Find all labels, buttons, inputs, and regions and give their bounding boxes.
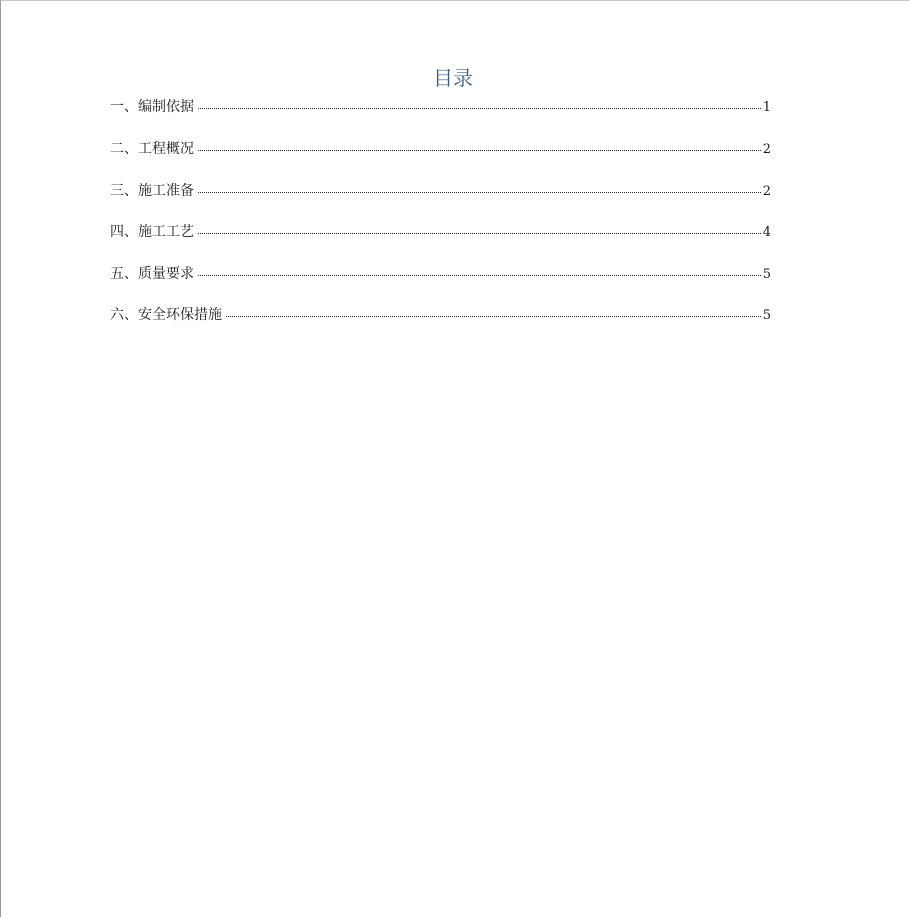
toc-entry-label: 四、施工工艺 (110, 224, 194, 240)
toc-entry-2[interactable] (110, 139, 771, 181)
toc-entry-page: 5 (762, 308, 771, 323)
toc-entry-3[interactable] (110, 181, 771, 223)
toc-title: 目录 (433, 66, 473, 90)
toc-entry-6[interactable] (110, 305, 771, 347)
toc-entry-page: 2 (762, 142, 771, 157)
toc-entry-label: 六、安全环保措施 (110, 307, 222, 323)
toc-dot-leader (198, 275, 761, 276)
toc-dot-leader (198, 108, 761, 109)
toc-dot-leader (198, 233, 761, 234)
toc-entry-label: 一、编制依据 (110, 99, 194, 115)
toc-entry-4[interactable] (110, 222, 771, 264)
table-of-contents (110, 97, 771, 347)
toc-entry-page: 4 (762, 225, 771, 240)
toc-entry-label: 五、质量要求 (110, 265, 194, 282)
toc-dot-leader (198, 150, 761, 151)
toc-entry-page: 2 (762, 183, 771, 199)
toc-entry-5[interactable] (110, 264, 771, 306)
toc-entry-page: 1 (762, 100, 771, 115)
toc-dot-leader (226, 316, 761, 317)
toc-entry-label: 二、工程概况 (110, 141, 194, 157)
toc-entry-page: 5 (762, 266, 771, 282)
toc-entry-label: 三、施工准备 (110, 182, 194, 199)
toc-entry-1[interactable] (110, 97, 771, 139)
toc-dot-leader (198, 192, 761, 193)
